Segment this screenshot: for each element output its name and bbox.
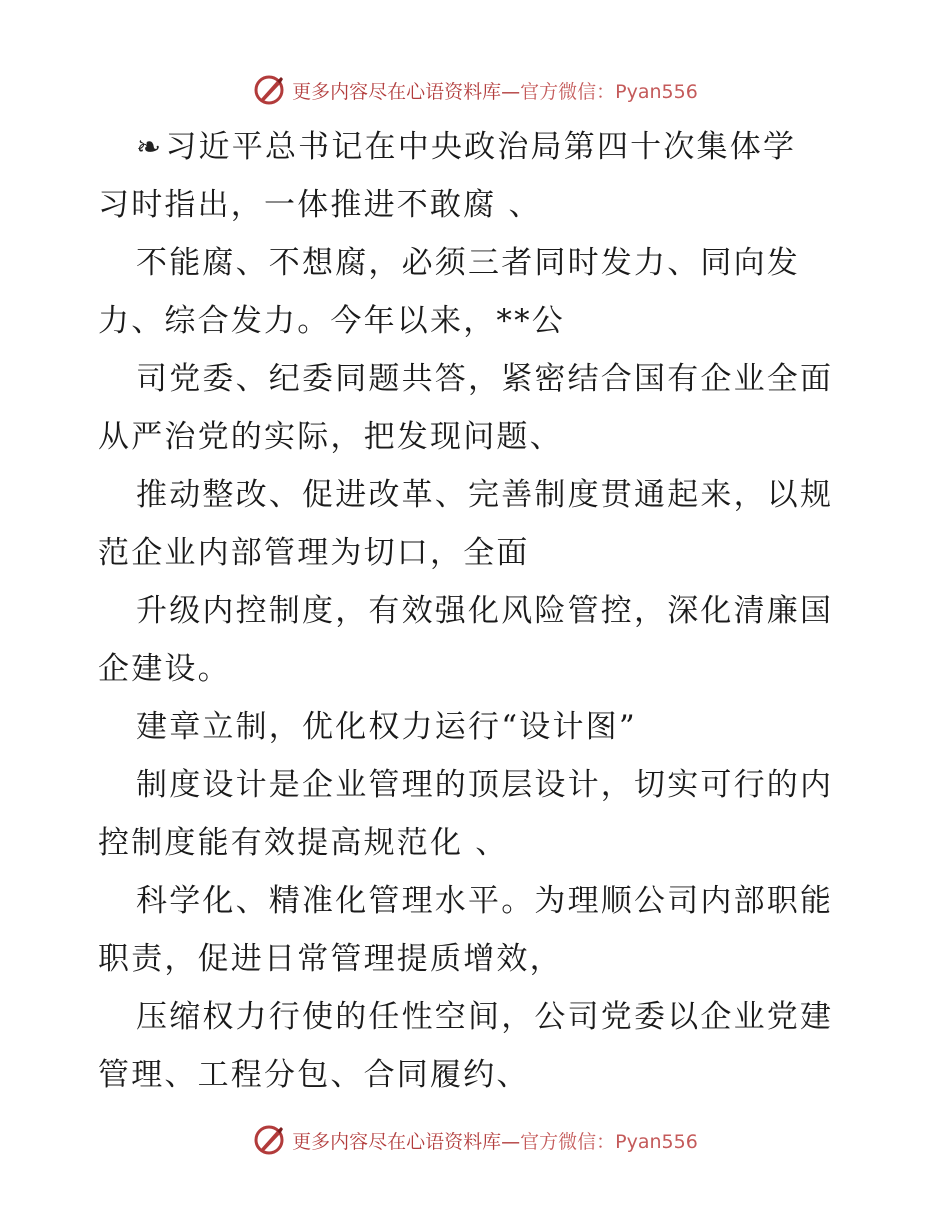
banner-text: 更多内容尽在心语资料库— bbox=[292, 1130, 521, 1153]
banner-text: 更多内容尽在心语资料库— bbox=[292, 80, 521, 103]
text-line-2: 习时指出，一体推进不敢腐 、 bbox=[98, 187, 542, 223]
footer-banner bbox=[0, 1118, 950, 1162]
text-line-15: 职责，促进日常管理提质增效， bbox=[98, 941, 563, 977]
flourish-icon: ❧ bbox=[136, 130, 164, 165]
text-line-4: 力、综合发力。今年以来，**公 bbox=[98, 303, 565, 339]
text-line-1: ❧习近平总书记在中央政治局第四十次集体学 bbox=[98, 118, 868, 176]
text-line-14: 科学化、精准化管理水平。为理顺公司内部职能 bbox=[136, 883, 834, 919]
text-line-16: 压缩权力行使的任性空间，公司党委以企业党建 bbox=[136, 999, 834, 1035]
pen-logo-icon bbox=[252, 73, 286, 107]
text-line-9: 升级内控制度，有效强化风险管控，深化清廉国 bbox=[136, 593, 834, 629]
text-line-10: 企建设。 bbox=[98, 651, 231, 687]
text-line-6: 从严治党的实际，把发现问题、 bbox=[98, 419, 563, 455]
text-line-17: 管理、工程分包、合同履约、 bbox=[98, 1057, 530, 1093]
text-line-8: 范企业内部管理为切口，全面 bbox=[98, 535, 530, 571]
pen-logo-icon bbox=[252, 1123, 286, 1157]
banner-wechat: 官方微信：Pyan556 bbox=[520, 80, 698, 103]
banner-wechat: 官方微信：Pyan556 bbox=[520, 1130, 698, 1153]
text-line-12: 制度设计是企业管理的顶层设计，切实可行的内 bbox=[136, 767, 834, 803]
text-line-13: 控制度能有效提高规范化 、 bbox=[98, 825, 509, 861]
text-line-7: 推动整改、促进改革、完善制度贯通起来，以规 bbox=[136, 477, 834, 513]
text-line-3: 不能腐、不想腐，必须三者同时发力、同向发 bbox=[136, 245, 800, 281]
header-banner bbox=[0, 68, 950, 112]
document-body bbox=[98, 118, 868, 1104]
text-line-5: 司党委、纪委同题共答，紧密结合国有企业全面 bbox=[136, 361, 834, 397]
section-heading: 建章立制，优化权力运行“设计图” bbox=[136, 709, 637, 745]
